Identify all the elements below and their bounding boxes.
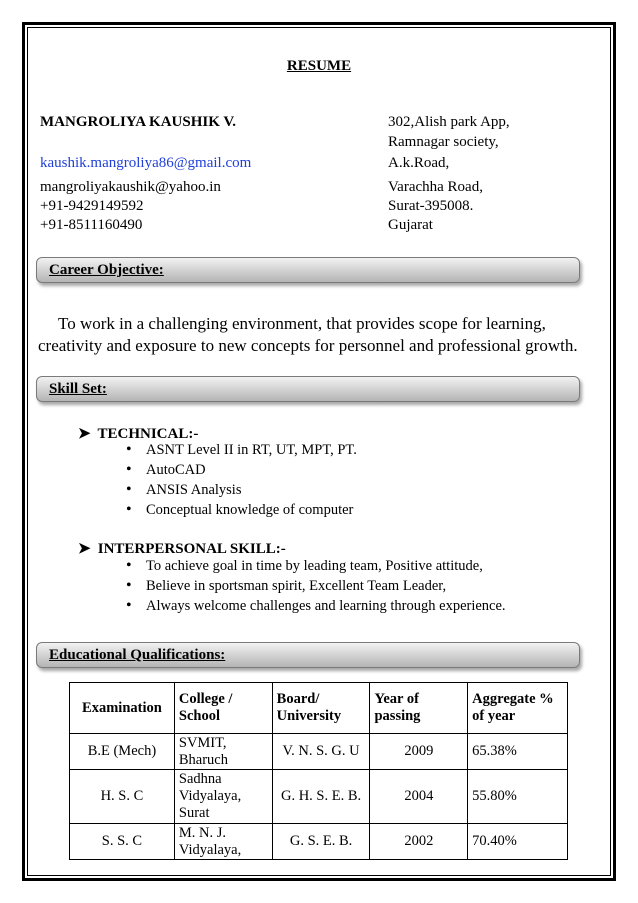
education-table	[69, 682, 568, 860]
technical-item: • Conceptual knowledge of computer	[146, 502, 353, 519]
table-cell: G. S. E. B.	[272, 824, 370, 860]
address-line-1: 302,Alish park App,	[388, 114, 510, 130]
candidate-name: MANGROLIYA KAUSHIK V.	[40, 114, 237, 130]
table-cell: 70.40%	[468, 824, 568, 860]
table-row	[70, 734, 568, 770]
arrow-bullet-icon: ➤	[78, 541, 91, 557]
address-line-4: Varachha Road,	[388, 179, 483, 195]
header-cell: Year of passing	[370, 683, 468, 734]
interpersonal-label: INTERPERSONAL SKILL:-	[97, 541, 286, 557]
table-cell: 2009	[370, 734, 468, 770]
interpersonal-heading	[78, 539, 286, 558]
email-yahoo: mangroliyakaushik@yahoo.in	[40, 179, 221, 195]
email-link-gmail[interactable]: kaushik.mangroliya86@gmail.com	[40, 155, 252, 171]
table-cell: M. N. J. Vidyalaya,	[174, 824, 272, 860]
table-cell: V. N. S. G. U	[272, 734, 370, 770]
address-line-6: Gujarat	[388, 217, 433, 233]
header-cell: Board/ University	[272, 683, 370, 734]
resume-title: RESUME	[286, 58, 352, 74]
header-cell: College / School	[174, 683, 272, 734]
section-header-skills	[36, 376, 580, 402]
interpersonal-item: • Believe in sportsman spirit, Excellent Team Leader,	[146, 578, 446, 595]
table-cell: G. H. S. E. B.	[272, 770, 370, 824]
table-cell: Sadhna Vidyalaya, Surat	[174, 770, 272, 824]
technical-item: • ANSIS Analysis	[146, 482, 241, 499]
header-cell: Aggregate % of year	[468, 683, 568, 734]
table-cell: SVMIT, Bharuch	[174, 734, 272, 770]
table-row	[70, 824, 568, 860]
technical-heading	[78, 424, 198, 443]
table-cell: 2004	[370, 770, 468, 824]
table-row	[70, 770, 568, 824]
technical-label: TECHNICAL:-	[97, 426, 199, 442]
address-line-2: Ramnagar society,	[388, 134, 499, 150]
table-cell: S. S. C	[70, 824, 175, 860]
table-cell: 65.38%	[468, 734, 568, 770]
career-objective-text: To work in a challenging environment, that provides scope for learning, creativity and exposure to new concepts for personnel and professional growth.	[38, 314, 578, 355]
section-title-career: Career Objective:	[49, 262, 164, 278]
table-header-row	[70, 683, 568, 734]
table-cell: H. S. C	[70, 770, 175, 824]
table-cell: 2002	[370, 824, 468, 860]
address-line-5: Surat-395008.	[388, 198, 474, 214]
section-title-education: Educational Qualifications:	[49, 647, 226, 663]
table-cell: 55.80%	[468, 770, 568, 824]
technical-item: • AutoCAD	[146, 462, 206, 479]
interpersonal-item: • Always welcome challenges and learning through experience.	[146, 598, 506, 615]
section-title-skills: Skill Set:	[49, 381, 107, 397]
address-line-3: A.k.Road,	[388, 155, 450, 171]
table-cell: B.E (Mech)	[70, 734, 175, 770]
header-cell: Examination	[70, 683, 175, 734]
phone-primary: +91-9429149592	[40, 198, 144, 214]
arrow-bullet-icon: ➤	[78, 426, 91, 442]
interpersonal-item: • To achieve goal in time by leading team, Positive attitude,	[146, 558, 483, 575]
phone-secondary: +91-8511160490	[40, 217, 143, 233]
section-header-education	[36, 642, 580, 668]
technical-item: • ASNT Level II in RT, UT, MPT, PT.	[146, 442, 357, 459]
section-header-career	[36, 257, 580, 283]
